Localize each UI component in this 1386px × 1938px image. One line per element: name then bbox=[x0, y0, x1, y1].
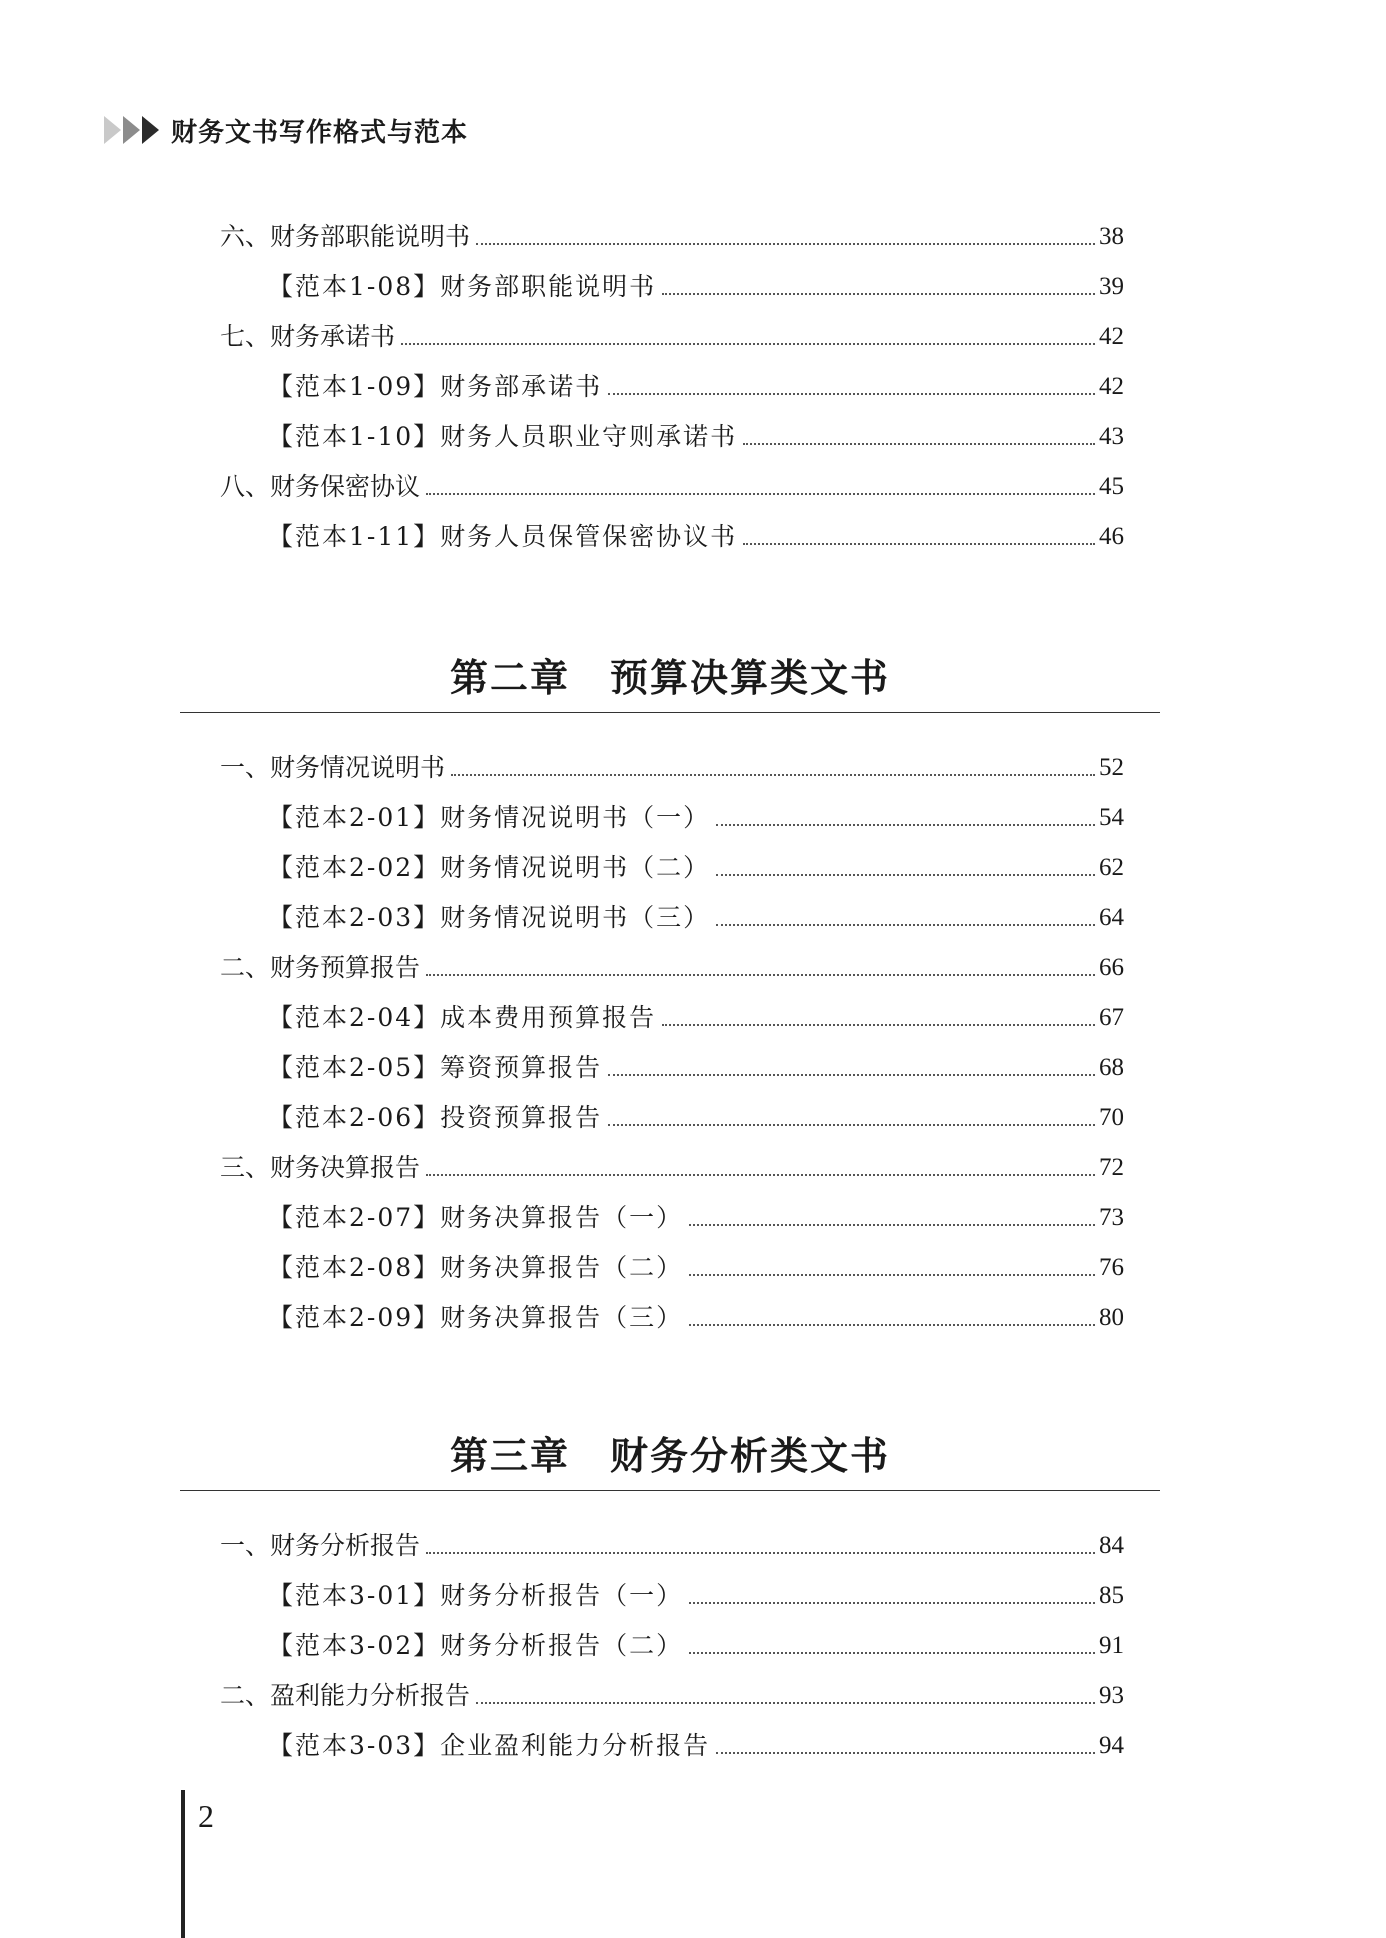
toc-entry-page: 67 bbox=[1099, 1004, 1124, 1031]
toc-entry-label: 【范本2-08】财务决算报告（二） bbox=[268, 1253, 684, 1282]
toc-dot-leader bbox=[426, 973, 1095, 976]
toc-dot-leader bbox=[426, 1173, 1095, 1176]
toc-entry-page: 42 bbox=[1099, 323, 1124, 350]
toc-entry-label: 【范本3-01】财务分析报告（一） bbox=[268, 1581, 684, 1610]
toc-template-entry[interactable] bbox=[268, 1043, 1124, 1083]
toc-dot-leader bbox=[689, 1601, 1095, 1604]
toc-dot-leader bbox=[476, 1701, 1095, 1704]
toc-entry-label: 【范本2-01】财务情况说明书（一） bbox=[268, 803, 711, 832]
chapter-2-rule bbox=[180, 712, 1160, 713]
toc-dot-leader bbox=[689, 1223, 1095, 1226]
running-header bbox=[104, 110, 468, 150]
toc-entry-page: 85 bbox=[1099, 1582, 1124, 1609]
toc-entry-label: 【范本1-11】财务人员保管保密协议书 bbox=[268, 522, 738, 551]
toc-dot-leader bbox=[689, 1323, 1095, 1326]
toc-entry-page: 66 bbox=[1099, 954, 1124, 981]
toc-section-entry[interactable] bbox=[220, 212, 1124, 252]
toc-dot-leader bbox=[743, 442, 1095, 445]
toc-section-entry[interactable] bbox=[220, 1671, 1124, 1711]
toc-section-entry[interactable] bbox=[220, 743, 1124, 783]
toc-entry-label: 六、财务部职能说明书 bbox=[220, 222, 471, 251]
toc-template-entry[interactable] bbox=[268, 843, 1124, 883]
toc-dot-leader bbox=[716, 873, 1095, 876]
toc-dot-leader bbox=[426, 1551, 1095, 1554]
toc-entry-label: 二、财务预算报告 bbox=[220, 953, 421, 982]
toc-entry-label: 三、财务决算报告 bbox=[220, 1153, 421, 1182]
toc-dot-leader bbox=[608, 392, 1095, 395]
toc-template-entry[interactable] bbox=[268, 1621, 1124, 1661]
toc-entry-page: 80 bbox=[1099, 1304, 1124, 1331]
chapter-3-heading bbox=[180, 1428, 1160, 1491]
chapter-2-title: 第二章 预算决算类文书 bbox=[449, 655, 890, 700]
toc-entry-page: 72 bbox=[1099, 1154, 1124, 1181]
toc-entry-label: 【范本2-06】投资预算报告 bbox=[268, 1103, 603, 1132]
toc-dot-leader bbox=[716, 923, 1095, 926]
toc-entry-label: 【范本2-09】财务决算报告（三） bbox=[268, 1303, 684, 1332]
toc-template-entry[interactable] bbox=[268, 1243, 1124, 1283]
toc-dot-leader bbox=[608, 1123, 1095, 1126]
toc-entry-page: 43 bbox=[1099, 423, 1124, 450]
triple-arrow-icon bbox=[104, 116, 161, 144]
toc-dot-leader bbox=[401, 342, 1095, 345]
toc-entry-page: 46 bbox=[1099, 523, 1124, 550]
toc-entry-page: 91 bbox=[1099, 1632, 1124, 1659]
toc-entry-page: 93 bbox=[1099, 1682, 1124, 1709]
toc-template-entry[interactable] bbox=[268, 793, 1124, 833]
toc-entry-page: 76 bbox=[1099, 1254, 1124, 1281]
chapter-2-heading bbox=[180, 650, 1160, 713]
toc-dot-leader bbox=[662, 292, 1095, 295]
toc-template-entry[interactable] bbox=[268, 893, 1124, 933]
toc-entry-page: 52 bbox=[1099, 754, 1124, 781]
toc-entry-label: 【范本1-09】财务部承诺书 bbox=[268, 372, 603, 401]
toc-entry-label: 八、财务保密协议 bbox=[220, 472, 421, 501]
toc-entry-page: 68 bbox=[1099, 1054, 1124, 1081]
toc-entry-page: 94 bbox=[1099, 1732, 1124, 1759]
toc-entry-label: 【范本3-03】企业盈利能力分析报告 bbox=[268, 1731, 711, 1760]
toc-entry-page: 73 bbox=[1099, 1204, 1124, 1231]
toc-entry-label: 【范本2-02】财务情况说明书（二） bbox=[268, 853, 711, 882]
toc-template-entry[interactable] bbox=[268, 993, 1124, 1033]
toc-entry-label: 【范本2-03】财务情况说明书（三） bbox=[268, 903, 711, 932]
toc-entry-label: 【范本2-04】成本费用预算报告 bbox=[268, 1003, 657, 1032]
toc-section-entry[interactable] bbox=[220, 1143, 1124, 1183]
page-number: 2 bbox=[198, 1798, 214, 1834]
toc-section-entry[interactable] bbox=[220, 943, 1124, 983]
toc-entry-label: 【范本2-07】财务决算报告（一） bbox=[268, 1203, 684, 1232]
toc-entry-label: 【范本1-10】财务人员职业守则承诺书 bbox=[268, 422, 738, 451]
toc-entry-page: 64 bbox=[1099, 904, 1124, 931]
toc-dot-leader bbox=[608, 1073, 1095, 1076]
toc-dot-leader bbox=[689, 1273, 1095, 1276]
toc-entry-page: 84 bbox=[1099, 1532, 1124, 1559]
toc-entry-label: 【范本2-05】筹资预算报告 bbox=[268, 1053, 603, 1082]
toc-template-entry[interactable] bbox=[268, 1571, 1124, 1611]
toc-entry-page: 39 bbox=[1099, 273, 1124, 300]
toc-template-entry[interactable] bbox=[268, 262, 1124, 302]
toc-template-entry[interactable] bbox=[268, 362, 1124, 402]
toc-entry-page: 54 bbox=[1099, 804, 1124, 831]
toc-entry-label: 一、财务情况说明书 bbox=[220, 753, 446, 782]
toc-entry-page: 70 bbox=[1099, 1104, 1124, 1131]
toc-section-entry[interactable] bbox=[220, 1521, 1124, 1561]
toc-dot-leader bbox=[426, 492, 1095, 495]
page-edge-bar bbox=[181, 1790, 185, 1938]
toc-entry-page: 42 bbox=[1099, 373, 1124, 400]
toc-dot-leader bbox=[716, 1751, 1095, 1754]
toc-dot-leader bbox=[743, 542, 1095, 545]
book-title: 财务文书写作格式与范本 bbox=[171, 117, 469, 148]
toc-section-entry[interactable] bbox=[220, 462, 1124, 502]
toc-section-entry[interactable] bbox=[220, 312, 1124, 352]
toc-template-entry[interactable] bbox=[268, 1721, 1124, 1761]
toc-dot-leader bbox=[716, 823, 1095, 826]
toc-dot-leader bbox=[476, 242, 1095, 245]
chapter-3-rule bbox=[180, 1490, 1160, 1491]
toc-entry-page: 62 bbox=[1099, 854, 1124, 881]
toc-template-entry[interactable] bbox=[268, 1193, 1124, 1233]
toc-template-entry[interactable] bbox=[268, 1293, 1124, 1333]
toc-entry-label: 【范本3-02】财务分析报告（二） bbox=[268, 1631, 684, 1660]
toc-entry-label: 七、财务承诺书 bbox=[220, 322, 396, 351]
chapter-3-title: 第三章 财务分析类文书 bbox=[449, 1433, 890, 1478]
toc-entry-label: 二、盈利能力分析报告 bbox=[220, 1681, 471, 1710]
toc-dot-leader bbox=[689, 1651, 1095, 1654]
toc-entry-label: 【范本1-08】财务部职能说明书 bbox=[268, 272, 657, 301]
toc-template-entry[interactable] bbox=[268, 1093, 1124, 1133]
toc-dot-leader bbox=[662, 1023, 1095, 1026]
toc-entry-page: 38 bbox=[1099, 223, 1124, 250]
toc-dot-leader bbox=[451, 773, 1095, 776]
toc-template-entry[interactable] bbox=[268, 412, 1124, 452]
toc-entry-page: 45 bbox=[1099, 473, 1124, 500]
toc-template-entry[interactable] bbox=[268, 512, 1124, 552]
toc-entry-label: 一、财务分析报告 bbox=[220, 1531, 421, 1560]
